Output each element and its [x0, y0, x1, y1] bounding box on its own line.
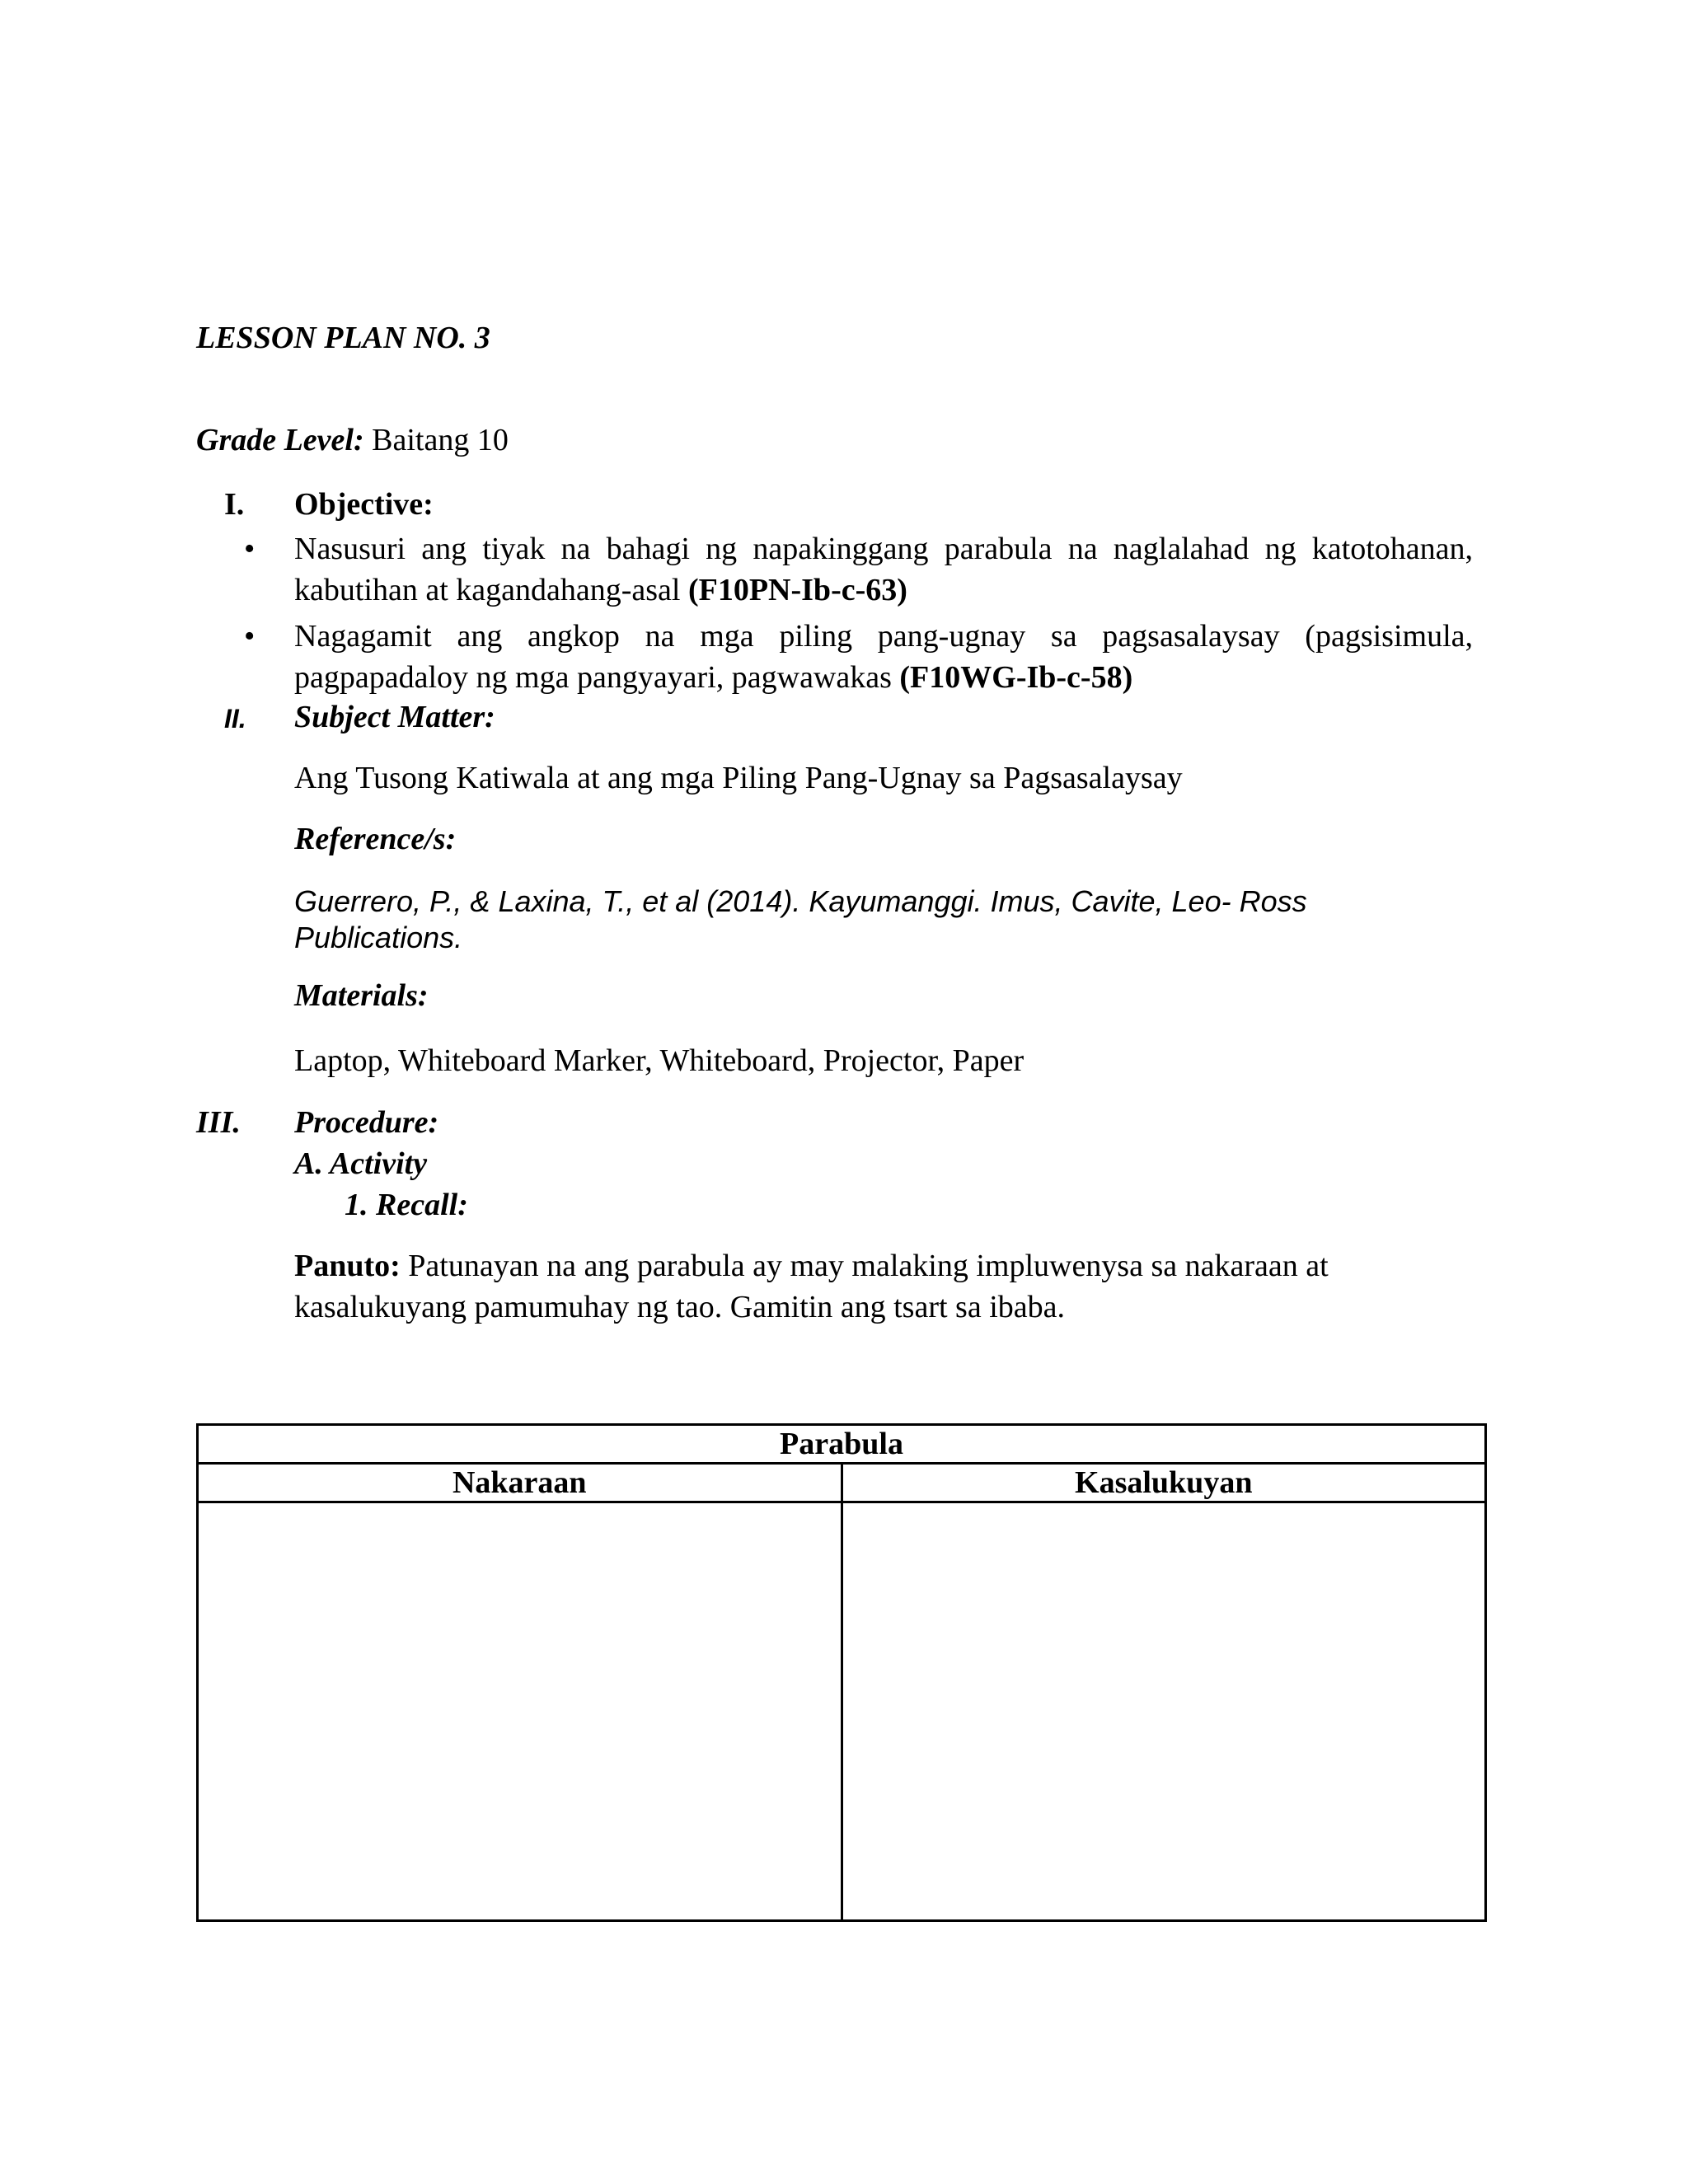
objective-item-1-line1: Nasusuri ang tiyak na bahagi ng napakinggang parabula na naglalahad ng katotohanan, [294, 532, 1473, 566]
reference-line1: Guerrero, P., & Laxina, T., et al (2014). Kayumanggi. Imus, Cavite, Leo- Ross [294, 884, 1307, 918]
cell-kasalukuyan[interactable] [842, 1502, 1486, 1921]
objective-item-2-line2: pagpapadaloy ng mga pangyayari, pagwawakas (F10WG-Ib-c-58) [294, 660, 1133, 695]
objective-item-2-line1: Nagagamit ang angkop na mga piling pang-ugnay sa pagsasalaysay (pagsisimula, [294, 619, 1473, 654]
column-header-kasalukuyan: Kasalukuyan [842, 1464, 1486, 1502]
subject-heading: Subject Matter: [294, 700, 495, 734]
panuto-line2: kasalukuyang pamumuhay ng tao. Gamitin ang tsart sa ibaba. [294, 1290, 1065, 1324]
activity-heading: A. Activity [294, 1146, 428, 1181]
reference-heading: Reference/s: [294, 822, 457, 856]
subject-topic: Ang Tusong Katiwala at ang mga Piling Pang-Ugnay sa Pagsasalaysay [294, 761, 1183, 795]
materials-heading: Materials: [294, 978, 429, 1013]
panuto-label: Panuto: [294, 1249, 401, 1283]
recall-heading: 1. Recall: [345, 1188, 468, 1222]
objective-heading: Objective: [294, 487, 434, 522]
reference-line2: Publications. [294, 921, 463, 954]
materials-list: Laptop, Whiteboard Marker, Whiteboard, Projector, Paper [294, 1043, 1025, 1078]
grade-label: Grade Level: [196, 423, 364, 457]
chart-title: Parabula [198, 1425, 1486, 1464]
subject-numeral: II. [224, 704, 246, 733]
bullet-icon: • [244, 619, 256, 654]
parabula-chart [196, 1423, 1487, 1922]
column-header-nakaraan: Nakaraan [198, 1464, 842, 1502]
lesson-title: LESSON PLAN NO. 3 [196, 321, 490, 355]
grade-level [196, 422, 509, 460]
objective-numeral: I. [224, 487, 245, 522]
panuto-line1: Panuto: Patunayan na ang parabula ay may malaking impluwenysa sa nakaraan at [294, 1249, 1329, 1283]
cell-nakaraan[interactable] [198, 1502, 842, 1921]
objective-code-2: (F10WG-Ib-c-58) [899, 660, 1133, 695]
procedure-heading: Procedure: [294, 1105, 439, 1140]
objective-item-1-line2: kabutihan at kagandahang-asal (F10PN-Ib-c-63) [294, 573, 907, 607]
objective-code-1: (F10PN-Ib-c-63) [687, 573, 907, 607]
bullet-icon: • [244, 532, 256, 566]
procedure-numeral: III. [196, 1105, 241, 1140]
grade-value: Baitang 10 [372, 423, 509, 457]
